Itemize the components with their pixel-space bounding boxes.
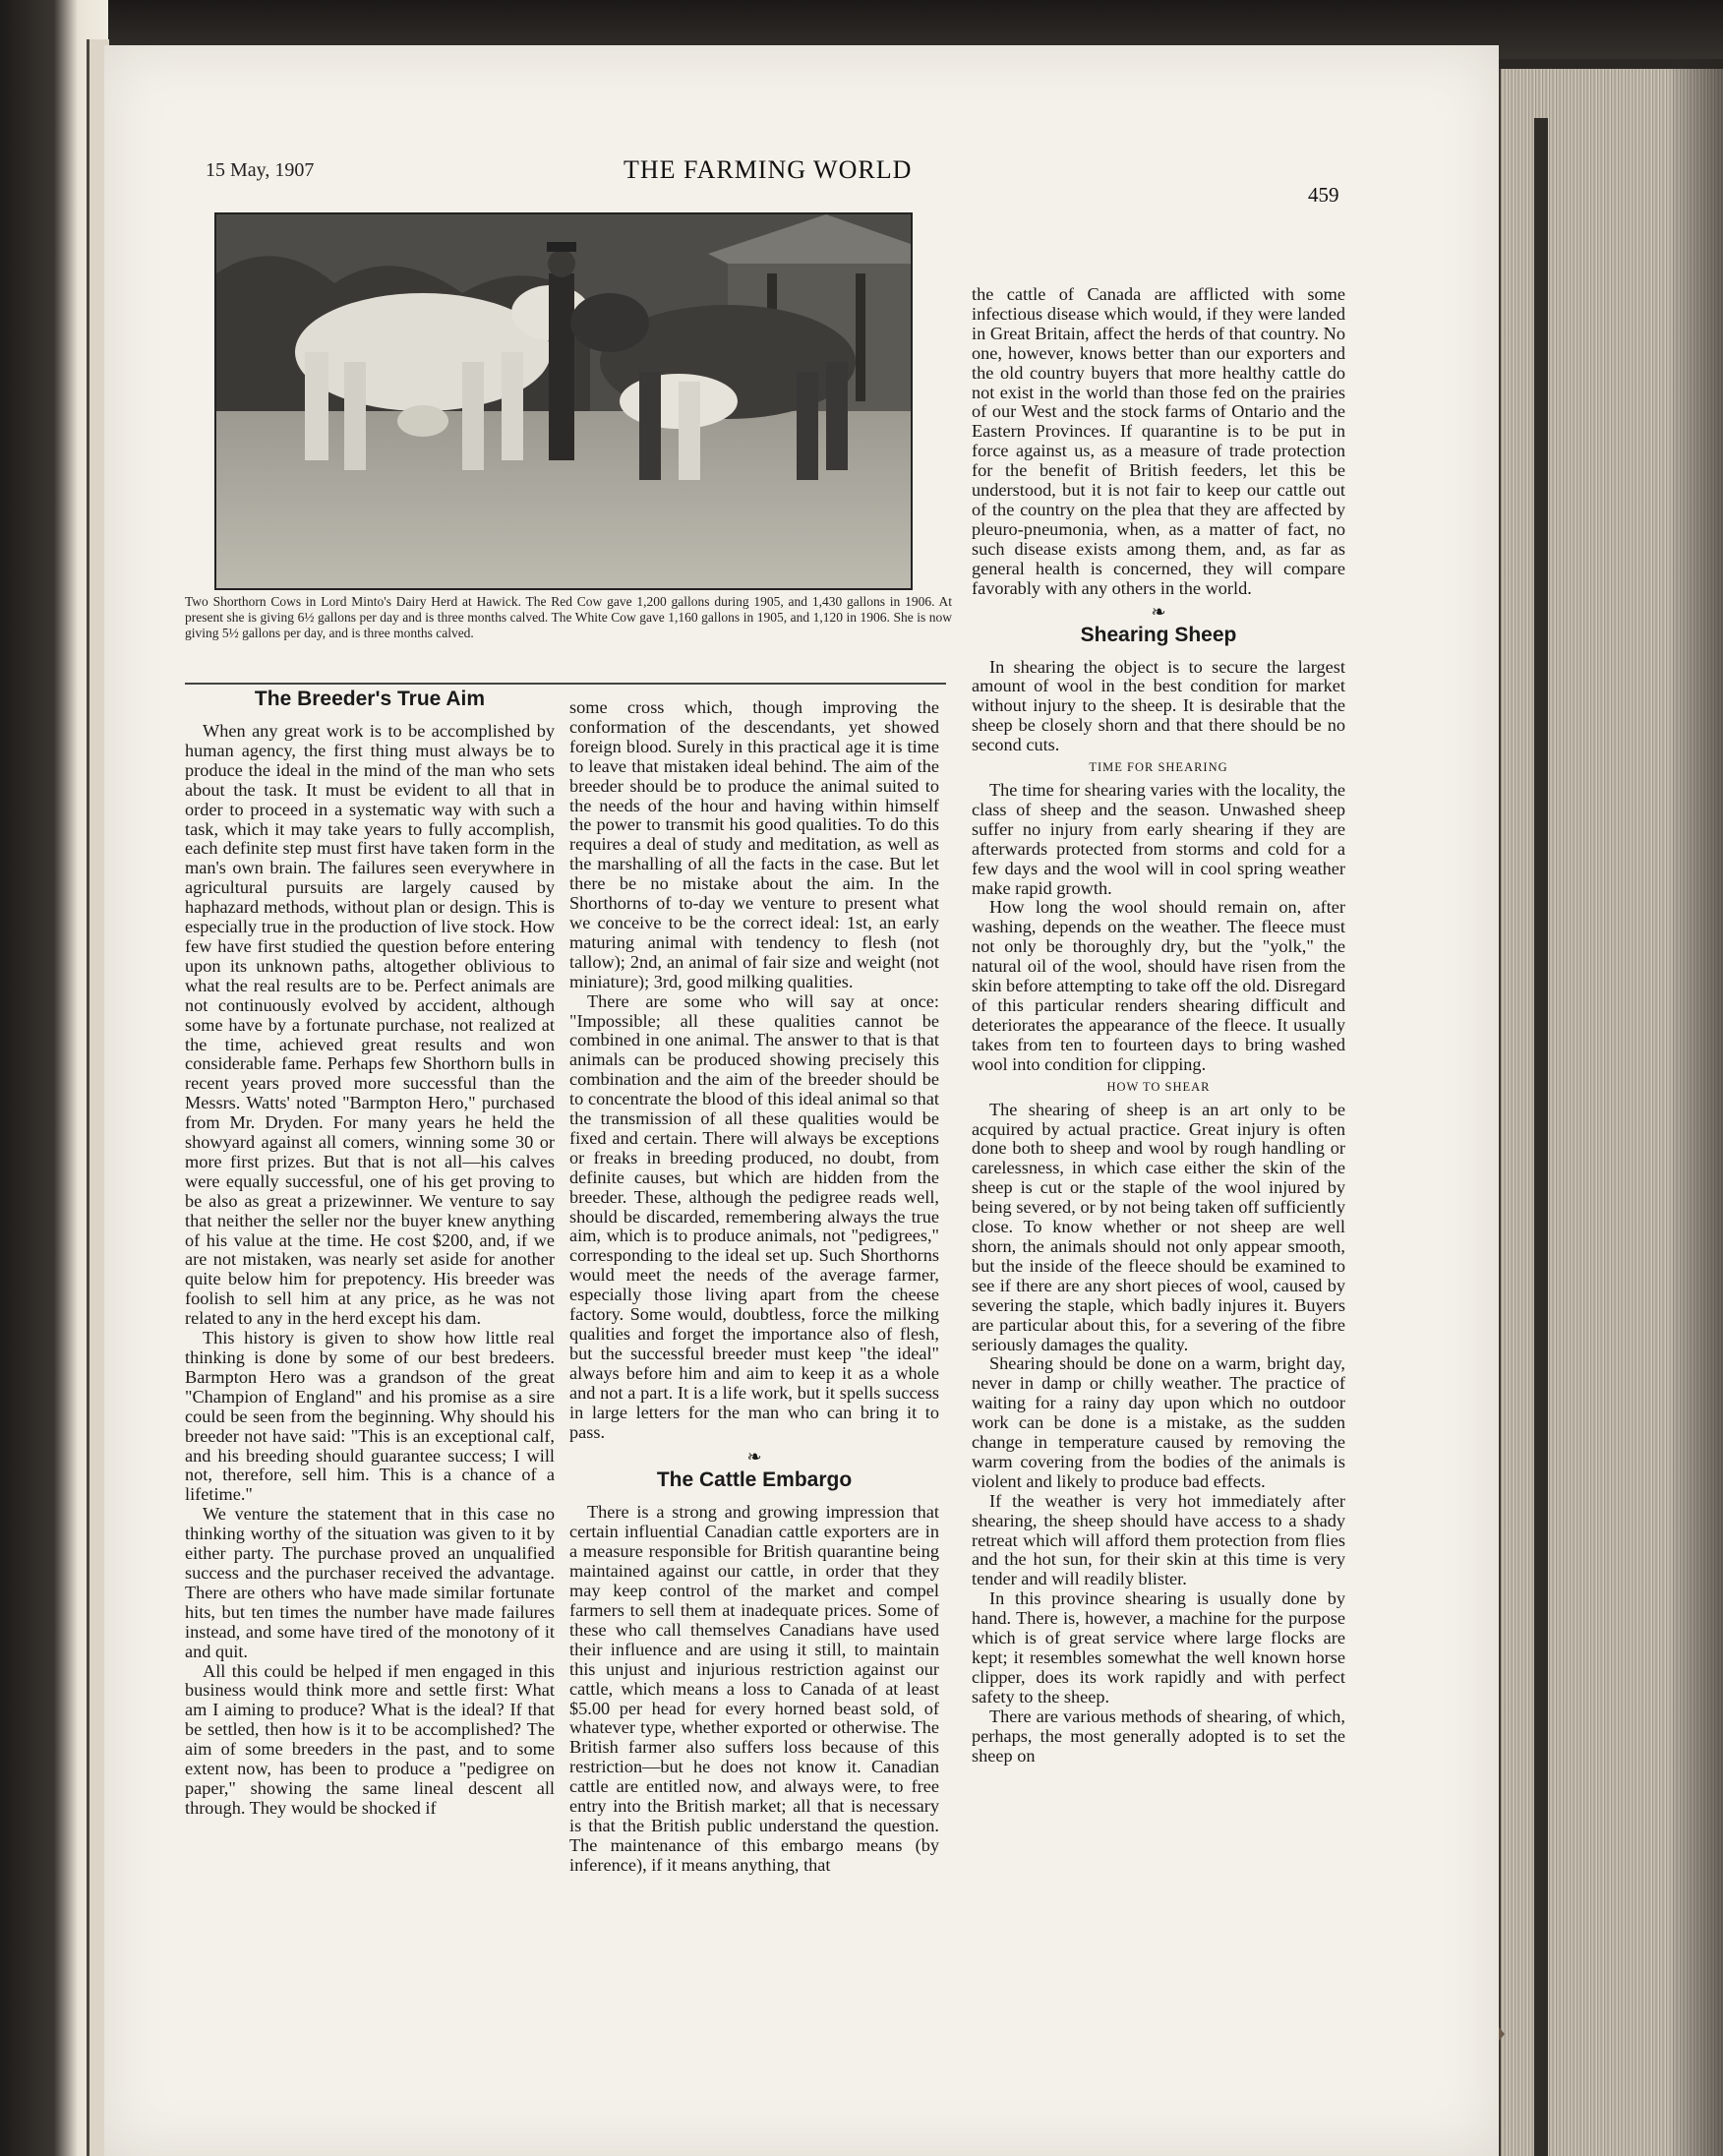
paragraph: Shearing should be done on a warm, bright day, never in damp or chilly weather. The practice of waiting for a rainy day upon which no outdoor work can be done is a mistake, as the sudden change in temperature caused by removing the warm covering from the bodies of the animals is violent and likely to produce bad effects. — [972, 1353, 1345, 1491]
column-2 — [569, 698, 939, 1876]
paragraph: In shearing the object is to secure the largest amount of wool in the best condition for market without injury to the sheep. It is desirable that the sheep be closely shorn and that there should be no second cuts. — [972, 656, 1345, 755]
paragraph: All this could be helped if men engaged in this business would think more and settle first: What am I aiming to produce? What is the ideal? If that be settled, then how is it to be accomplished? The aim of some breeders in the past, and to some extent now, has been to produce a "pedigree on paper," showing the same lineal descent all through. They would be shocked if — [185, 1660, 555, 1818]
divider-rule — [185, 683, 946, 685]
subheading-time: TIME FOR SHEARING — [1089, 760, 1228, 775]
paragraph: In this province shearing is usually done by hand. There is, however, a machine for the purpose which is of great service where large flocks are kept; it resembles somewhat the well known horse clipper, does its work rapidly and with perfect safety to the sheep. — [972, 1588, 1345, 1707]
issue-date: 15 May, 1907 — [206, 159, 315, 181]
paragraph: We venture the statement that in this case no thinking worthy of the situation was given to it by either party. The purchase proved an unqualified success and the purchaser received the advantage. There are others who have made similar fortunate hits, but ten times the number have made failures instead, and some have tired of the monotony of it and quit. — [185, 1504, 555, 1661]
article-title-embargo: The Cattle Embargo — [656, 1468, 853, 1492]
paragraph: This history is given to show how little real thinking is done by some of our best bredeers. Barmpton Hero was a grandson of the great "Champion of England" and his promise as a sire could be seen from the beginning. Why should his breeder not have said: "This is an exceptional calf, and his breeding should guarantee success; I will not, therefore, sell him. This is a chance of a lifetime." — [185, 1328, 555, 1505]
page-number: 459 — [1308, 183, 1339, 207]
article-title-breeder: The Breeder's True Aim — [254, 688, 486, 710]
column-1 — [185, 687, 555, 1819]
cows-photo — [214, 212, 913, 590]
paragraph: the cattle of Canada are afflicted with some infectious disease which would, if they were landed in Great Britain, affect the herds of that country. No one, however, knows better than our exporters and the old country buyers that more healthy cattle do not exist in the world than those fed on the prairies of our West and the stock farms of Ontario and the Eastern Provinces. If quarantine is to be put in force against us, as a measure of trade protection for the benefit of British feeders, let this be understood, but it is not fair to keep our cattle out of the country on the plea that they are affected by pleuro-pneumonia, when, as a matter of fact, no such disease exists among them, and, as far as general health is concerned, they will compare favorably with any others in the world. — [972, 284, 1345, 598]
column-3 — [972, 285, 1345, 1766]
paragraph: The time for shearing varies with the locality, the class of sheep and the season. Unwashed sheep suffer no injury from early shearing if they are afterwards protected from storms and cold for a few days and the wool will in cool spring weather make rapid growth. — [972, 780, 1345, 898]
paragraph: There is a strong and growing impression that certain influential Canadian cattle exporters are in a measure responsible for British quarantine being maintained against our cattle, in order that they may keep control of the market and compel farmers to sell them at inadequate prices. Some of these who call themselves Canadians have used their influence and are using it still, to maintain this unjust and injurious restriction against our cattle, which means a loss to Canada of at least $5.00 per head for every horned beast sold, of whatever type, whether exported or otherwise. The British farmer also suffers loss because of this restriction—but he does not know it. Canadian cattle are entitled now, and always were, to free entry into the British market; all that is necessary is that the British public understand the question. The maintenance of this embargo means (by inference), if it means anything, that — [569, 1502, 939, 1875]
paragraph: The shearing of sheep is an art only to be acquired by actual practice. Great injury is often done both to sheep and wool by rough handling or carelessness, in which case either the skin of the sheep is cut or the staple of the wool injured by being severed, or by not being taken off sufficiently close. To know whether or not sheep are well shorn, the animals should not only appear smooth, but the inside of the fleece should be examined to see if there are any short pieces of wool, caused by severing the staple, which badly injures it. Buyers are particular about this, for a severing of the fibre seriously damages the quality. — [972, 1099, 1345, 1354]
fleuron-icon: ❧ — [746, 1447, 762, 1467]
paragraph: some cross which, though improving the conformation of the descendants, yet showed foreign blood. Surely in this practical age it is time to leave that mistaken ideal behind. The aim of the breeder should be to produce the animal suited to the needs of the hour and having within himself the power to transmit his good qualities. To do this requires a deal of study and meditation, as well as the marshalling of all the facts in the case. But let there be no mistake about the aim. In the Shorthorns of to-day we venture to present what we conceive to be the correct ideal: 1st, an early maturing animal with tendency to flesh (not tallow); 2nd, an animal of fair size and weight (not miniature); 3rd, good milking qualities. — [569, 697, 939, 991]
article-title-shearing: Shearing Sheep — [1080, 623, 1237, 646]
page-stack-shadow-line — [1534, 118, 1548, 2156]
paragraph: When any great work is to be accomplished by human agency, the first thing must always be to produce the ideal in the mind of the man who sets about the task. It must be evident to all that in order to proceed in a systematic way with such a task, which it may take years to fully accomplish, each definite step must first have taken form in the man's own brain. The failures seen everywhere in agricultural pursuits are largely caused by haphazard methods, without plan or design. This is especially true in the production of live stock. How few have first studied the question before entering upon its unknown paths, altogether oblivious to what the real results are to be. Perfect animals are not continuously evolved by accident, although some have by a fortunate purchase, not realized at the time, achieved great results and won considerable fame. Perhaps few Shorthorn bulls in recent years proved more successful than the Messrs. Watts' noted "Barmpton Hero," purchased from Mr. Dryden. For many years he held the showyard against all comers, winning some 30 or more first prizes. But that is not all—his calves were equally successful, one of his get proving to be also as great a prizewinner. We venture to say that neither the seller nor the buyer knew anything of his value at the time. He cost $200, and, if we are not mistaken, was nearly set aside for another quite below him for prepotency. His breeder was foolish to sell him at any price, as he was not related to any in the herd except his dam. — [185, 721, 555, 1329]
magazine-title: THE FARMING WORLD — [624, 155, 913, 184]
cows-photo-icon — [216, 214, 911, 588]
photo-caption: Two Shorthorn Cows in Lord Minto's Dairy Herd at Hawick. The Red Cow gave 1,200 gallons during 1905, and 1,430 gallons in 1906. At present she is giving 6½ gallons per day and is three months calved. The White Cow gave 1,160 gallons in 1905, and 1,120 in 1906. She is now giving 5½ gallons per day, and is three months calved. — [185, 594, 952, 640]
paragraph: There are some who will say at once: "Impossible; all these qualities cannot be combined in one animal. The answer to that is that animals can be produced showing precisely this combination and the aim of the breeder should be to concentrate the blood of this ideal animal so that the transmission of all these qualities would be fixed and certain. There will always be exceptions or freaks in breeding produced, no doubt, from definite causes, but which are hidden from the breeder. These, although the pedigree reads well, should be discarded, remembering always the true aim, which is to produce animals, not "pedigrees," corresponding to the ideal set up. Such Shorthorns would meet the needs of the average farmer, especially those living apart from the cheese factory. Some would, doubtless, force the milking qualities and forget the importance also of flesh, but the successful breeder must keep "the ideal" always before him and aim to keep it as a whole and not a part. It is a life work, but it spells success in large letters for the man who can bring it to pass. — [569, 990, 939, 1442]
subheading-how: HOW TO SHEAR — [1106, 1079, 1211, 1094]
magazine-page — [104, 45, 1499, 2156]
paragraph: There are various methods of shearing, of which, perhaps, the most generally adopted is to set the sheep on — [972, 1706, 1345, 1766]
fleuron-icon: ❧ — [1151, 601, 1166, 622]
paragraph: If the weather is very hot immediately after shearing, the sheep should have access to a shady retreat which will afford them protection from flies and the hot sun, for their skin at this time is very tender and will readily blister. — [972, 1490, 1345, 1589]
paragraph: How long the wool should remain on, after washing, depends on the weather. The fleece must not only be thoroughly dry, but the "yolk," the natural oil of the wool, should have risen from the skin before attempting to take off the old. Disregard of this particular renders shearing difficult and deteriorates the appearance of the fleece. It usually takes from ten to fourteen days to bring washed wool into condition for clipping. — [972, 897, 1345, 1074]
page-stack-shadow — [1672, 59, 1723, 2156]
